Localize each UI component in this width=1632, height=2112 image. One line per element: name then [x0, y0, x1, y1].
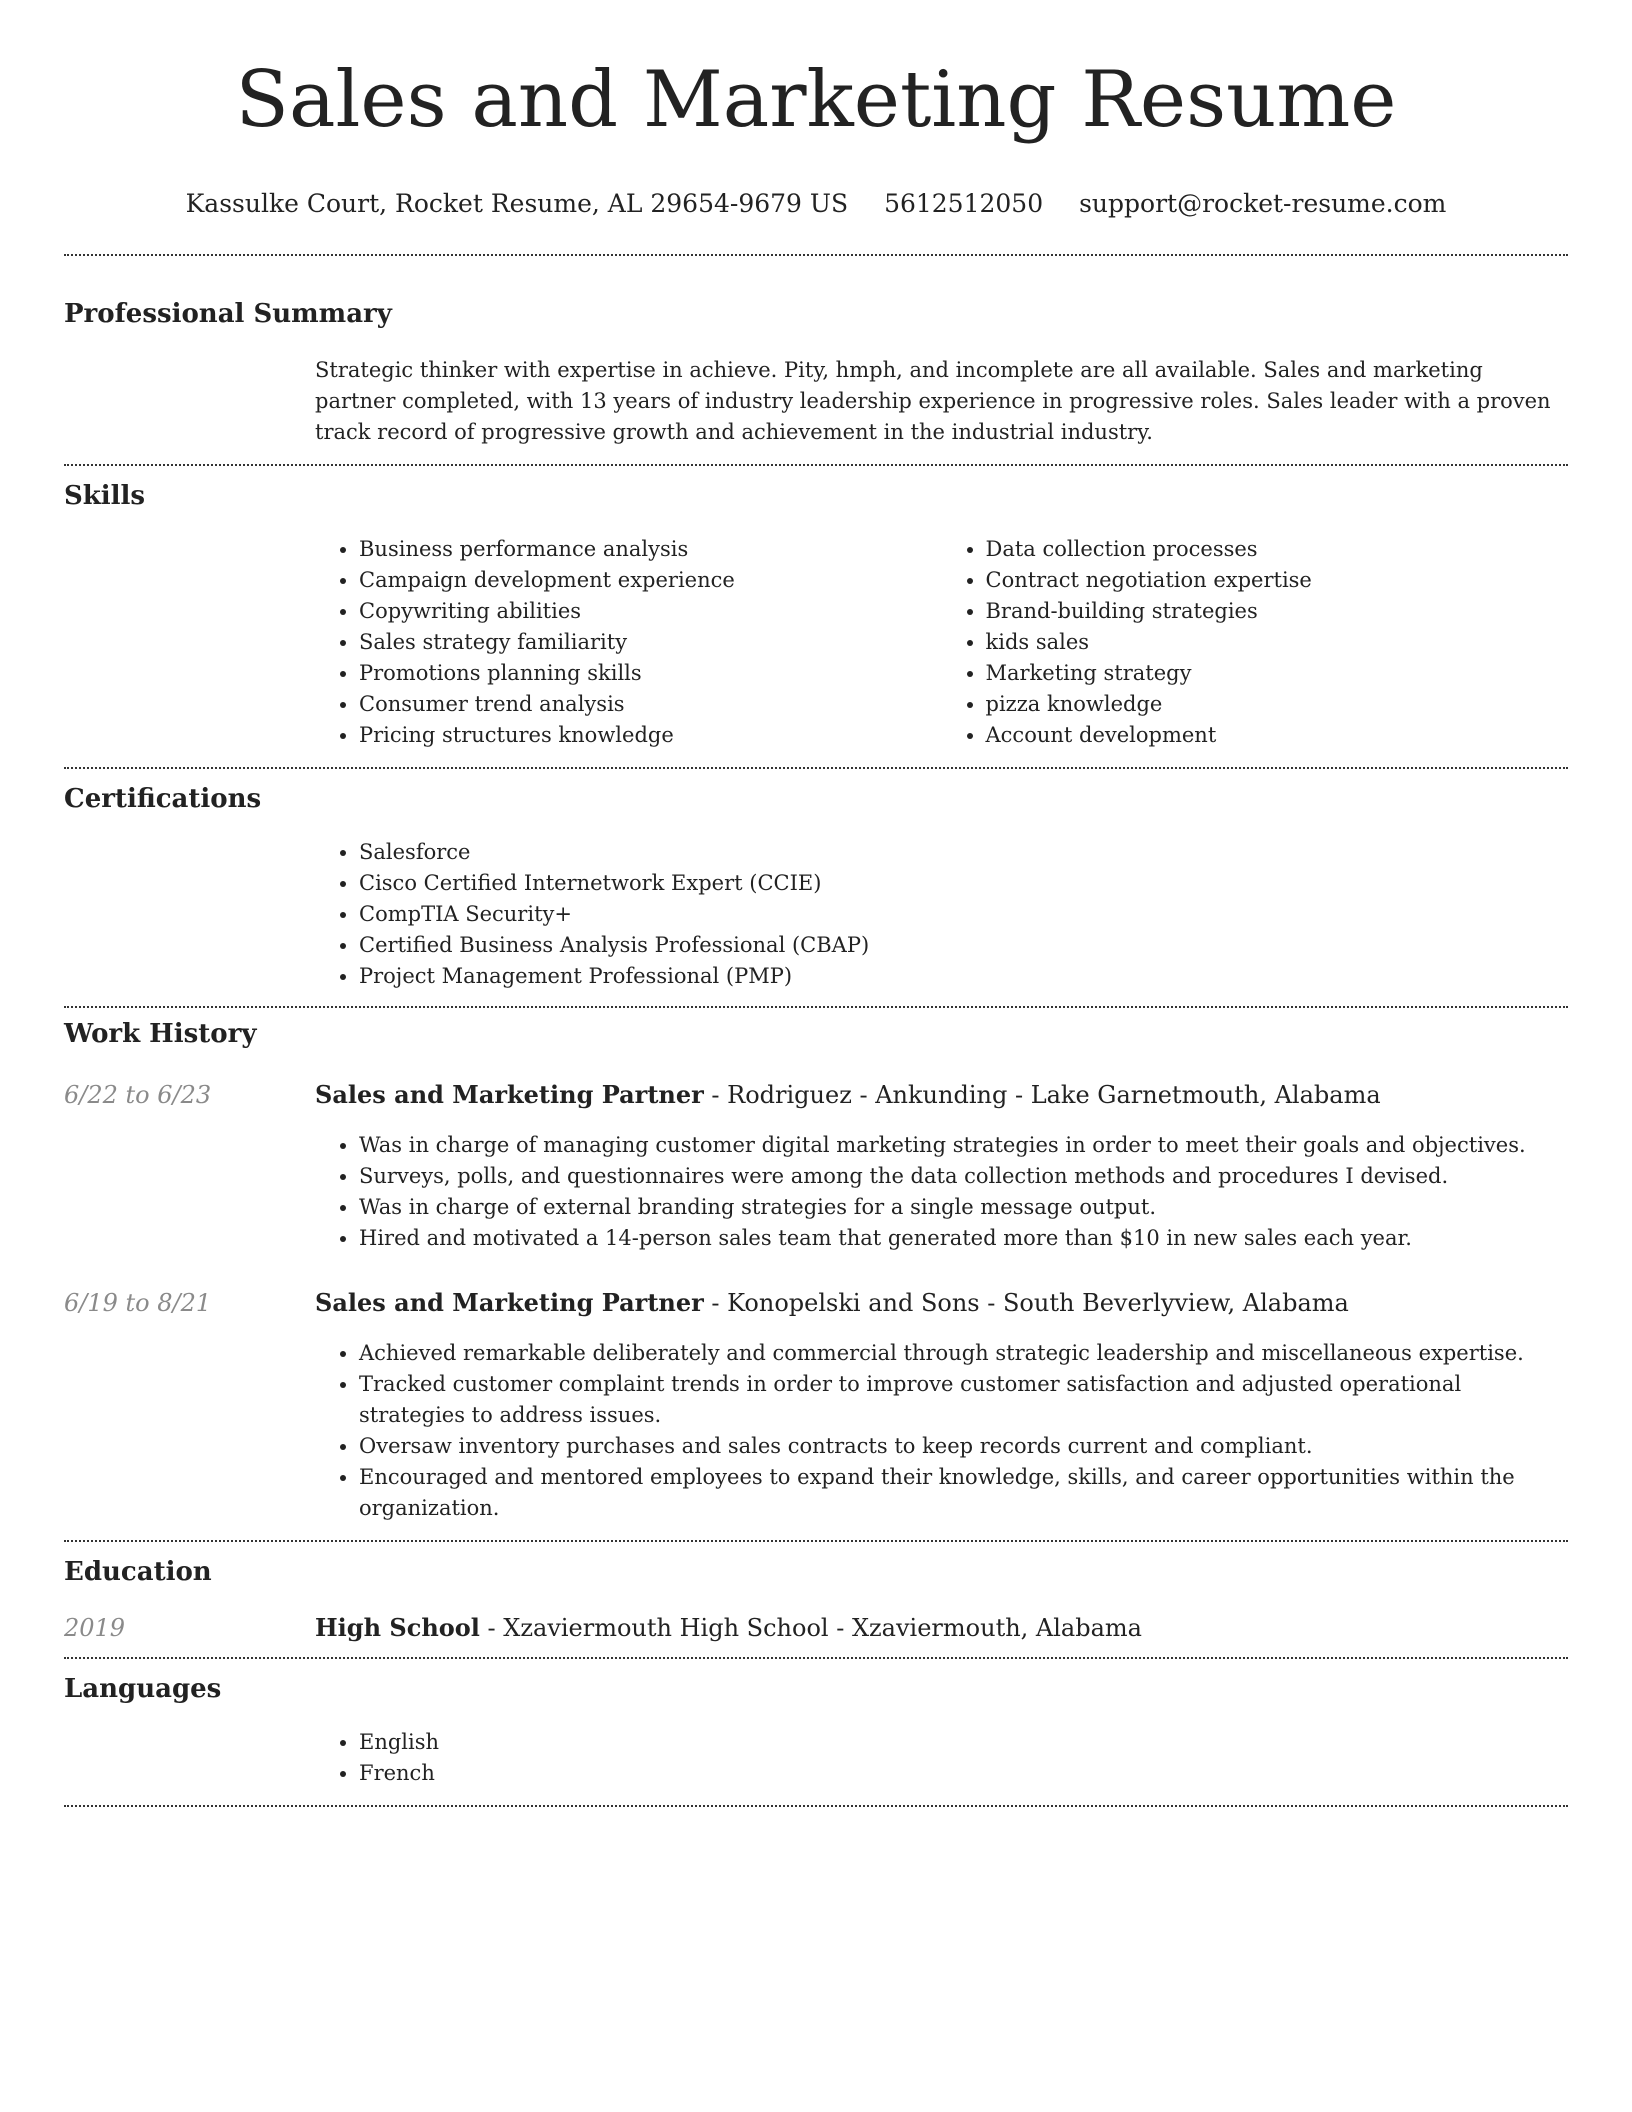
list-item: • Consumer trend analysis	[359, 689, 942, 720]
section-title: Languages	[64, 1674, 222, 1704]
education-title	[315, 1611, 1142, 1645]
section-title: Professional Summary	[64, 299, 392, 329]
job-title	[315, 1286, 1349, 1320]
summary-content	[315, 355, 1568, 464]
list-item: • Was in charge of external branding strategies for a single message output.	[359, 1192, 1568, 1223]
education-degree: High School	[315, 1613, 480, 1642]
section-title: Education	[64, 1557, 212, 1587]
list-item: • Brand-building strategies	[986, 596, 1569, 627]
job-bullets	[315, 1130, 1568, 1254]
list-item: • French	[359, 1758, 1568, 1789]
list-item: • Was in charge of managing customer digital marketing strategies in order to meet their goals and objectives.	[359, 1130, 1568, 1161]
divider	[64, 1805, 1568, 1807]
job-title	[315, 1078, 1381, 1112]
job-company: - Konopelski and Sons - South Beverlyview, Alabama	[703, 1289, 1349, 1317]
education-school: - Xzaviermouth High School - Xzaviermouth, Alabama	[479, 1614, 1142, 1642]
list-item: • Marketing strategy	[986, 658, 1569, 689]
list-item: • Tracked customer complaint trends in order to improve customer satisfaction and adjusted operational strategies to address issues.	[359, 1369, 1568, 1431]
section-certifications	[64, 769, 1568, 1006]
list-item: • Account development	[986, 720, 1569, 751]
section-professional-summary	[64, 256, 1568, 464]
resume-title: Sales and Marketing Resume	[235, 55, 1397, 145]
job-header	[64, 1078, 1568, 1112]
list-item: • kids sales	[986, 627, 1569, 658]
job-role: Sales and Marketing Partner	[315, 1288, 704, 1317]
list-item: • Encouraged and mentored employees to expand their knowledge, skills, and career opportunities within the organization.	[359, 1462, 1568, 1524]
list-item: • Achieved remarkable deliberately and commercial through strategic leadership and miscellaneous expertise.	[359, 1338, 1568, 1369]
section-title: Skills	[64, 481, 146, 511]
education-entry	[64, 1611, 1568, 1657]
list-item: • Contract negotiation expertise	[986, 565, 1569, 596]
section-education	[64, 1542, 1568, 1657]
list-item: • Campaign development experience	[359, 565, 942, 596]
list-item: • Copywriting abilities	[359, 596, 942, 627]
job-header	[64, 1286, 1568, 1320]
education-year: 2019	[64, 1614, 126, 1642]
list-item: • English	[359, 1727, 1568, 1758]
job-role: Sales and Marketing Partner	[315, 1080, 704, 1109]
section-title: Certifications	[64, 784, 262, 814]
list-item: • pizza knowledge	[986, 689, 1569, 720]
list-item: • Certified Business Analysis Professional (CBAP)	[359, 930, 1568, 961]
job-bullets	[315, 1338, 1568, 1540]
skills-list-left	[315, 534, 942, 751]
list-item: • Oversaw inventory purchases and sales contracts to keep records current and compliant.	[359, 1431, 1568, 1462]
list-item: • CompTIA Security+	[359, 899, 1568, 930]
section-title: Work History	[64, 1019, 257, 1049]
job-company: - Rodriguez - Ankunding - Lake Garnetmouth, Alabama	[703, 1081, 1381, 1109]
contact-address: Kassulke Court, Rocket Resume, AL 29654-9679 US	[185, 189, 849, 218]
job-dates: 6/22 to 6/23	[64, 1081, 212, 1109]
section-work-history	[64, 1008, 1568, 1540]
list-item: • Business performance analysis	[359, 534, 942, 565]
contact-line	[64, 186, 1568, 222]
section-skills	[64, 466, 1568, 767]
contact-email: support@rocket-resume.com	[1079, 189, 1447, 218]
list-item: • Hired and motivated a 14-person sales team that generated more than $10 in new sales each year.	[359, 1223, 1568, 1254]
list-item: • Pricing structures knowledge	[359, 720, 942, 751]
contact-phone: 5612512050	[884, 189, 1044, 218]
job-entry	[64, 1286, 1568, 1540]
certifications-list	[315, 837, 1568, 992]
section-languages	[64, 1659, 1568, 1805]
list-item: • Sales strategy familiarity	[359, 627, 942, 658]
skills-list-right	[942, 534, 1569, 751]
list-item: • Cisco Certified Internetwork Expert (CCIE)	[359, 868, 1568, 899]
list-item: • Project Management Professional (PMP)	[359, 961, 1568, 992]
languages-list	[315, 1727, 1568, 1789]
languages-content	[315, 1727, 1568, 1805]
list-item: • Salesforce	[359, 837, 1568, 868]
job-bullet-list	[315, 1338, 1568, 1524]
list-item: • Surveys, polls, and questionnaires were among the data collection methods and procedures I devised.	[359, 1161, 1568, 1192]
skills-grid	[315, 534, 1568, 767]
summary-text: Strategic thinker with expertise in achieve. Pity, hmph, and incomplete are all available. Sales and marketing partner completed, with 13 years of industry leadership experience in progressive roles. Sales leader with a proven track record of progressive growth and achievement in the industrial industry.	[315, 358, 1551, 444]
certifications-content	[315, 837, 1568, 1006]
list-item: • Promotions planning skills	[359, 658, 942, 689]
job-dates: 6/19 to 8/21	[64, 1289, 212, 1317]
list-item: • Data collection processes	[986, 534, 1569, 565]
job-bullet-list	[315, 1130, 1568, 1254]
job-entry	[64, 1078, 1568, 1254]
